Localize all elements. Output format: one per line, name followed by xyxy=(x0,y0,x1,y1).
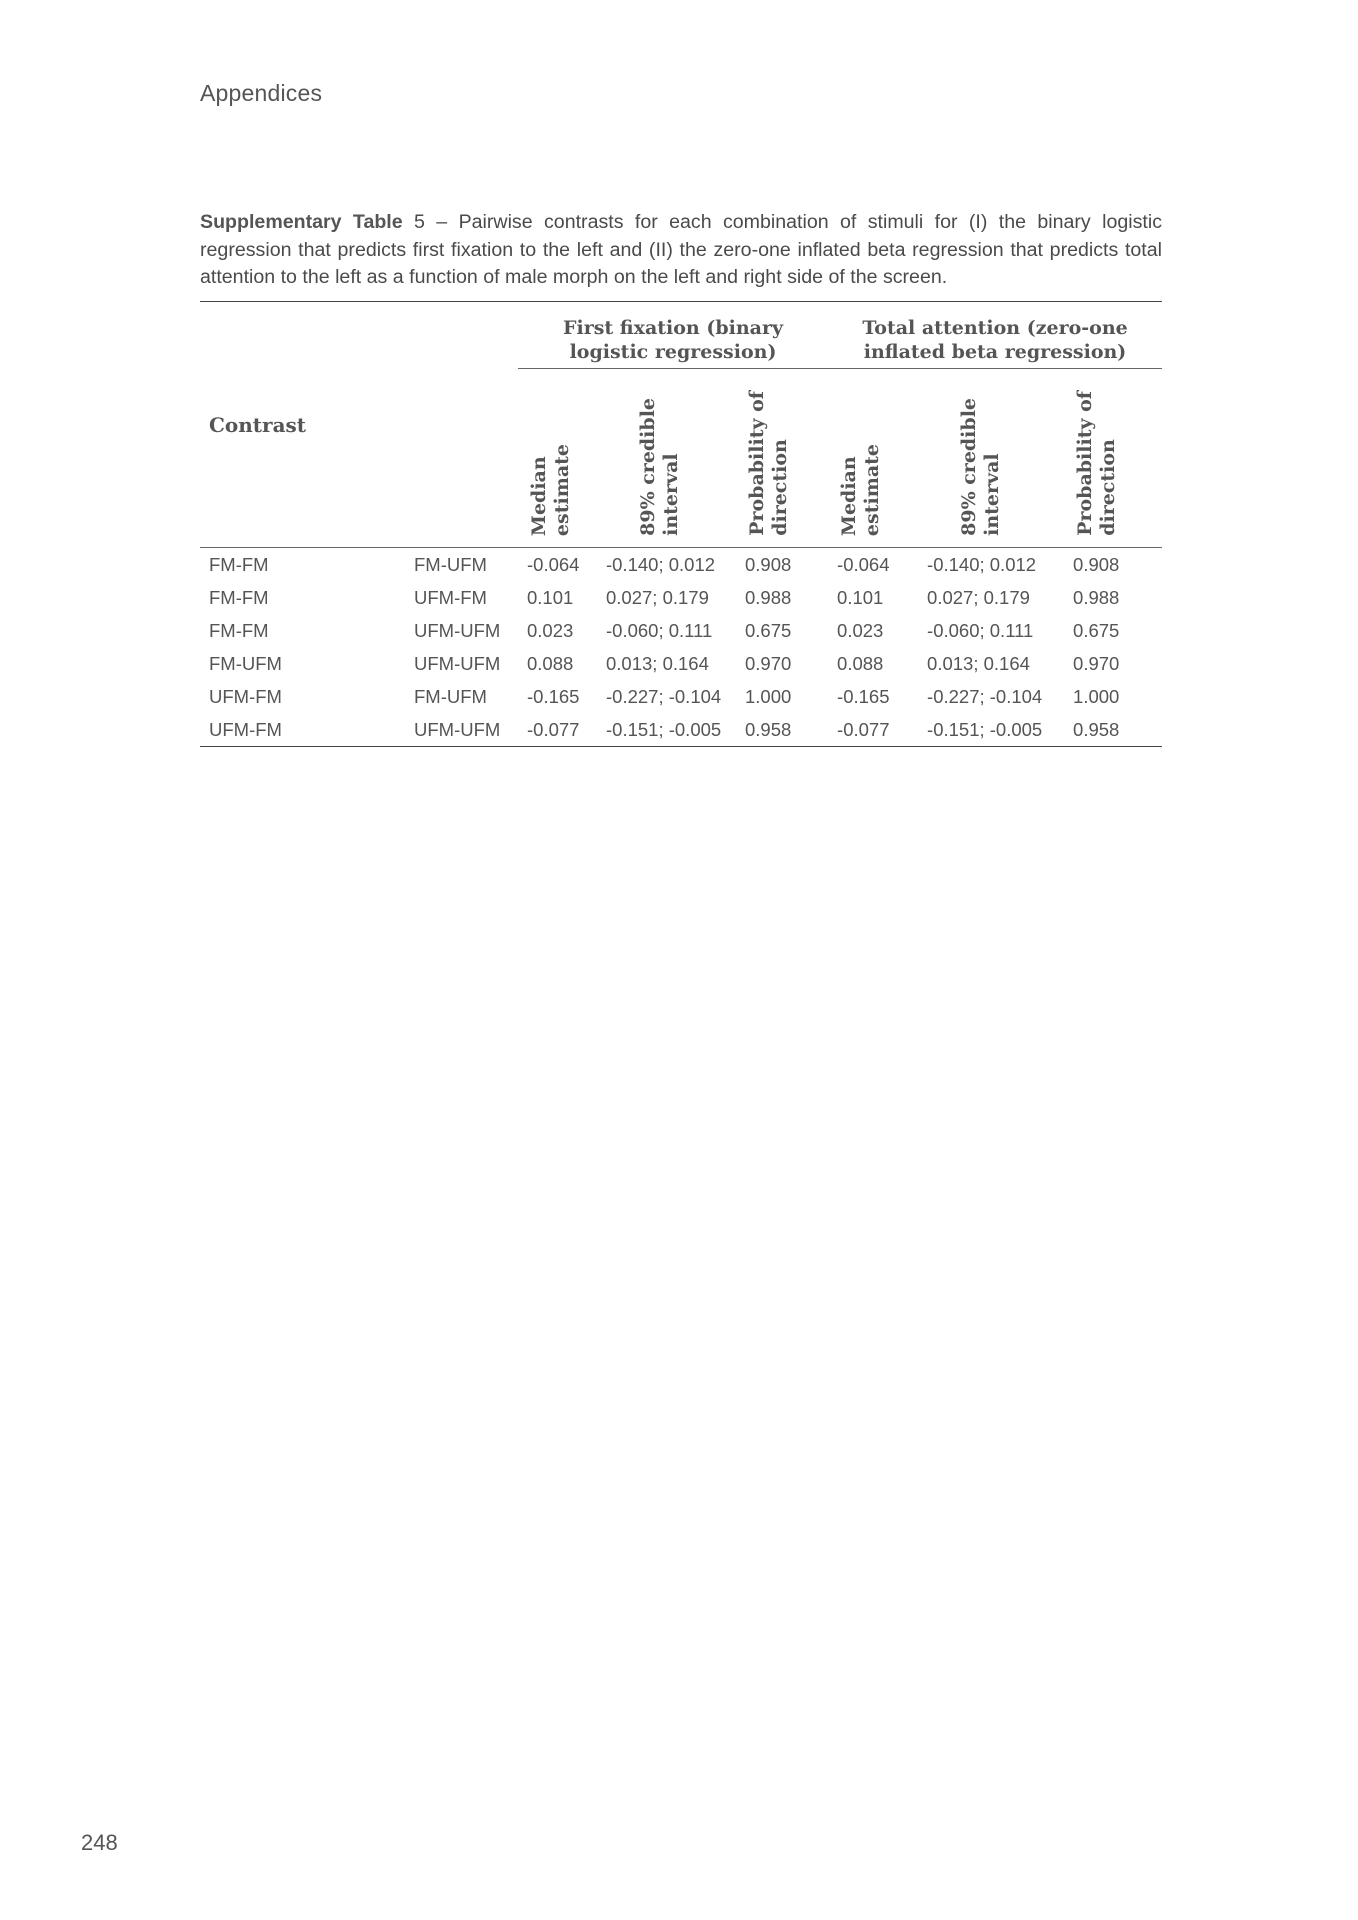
ff-median-cell: 0.088 xyxy=(527,652,574,674)
contrast-left-cell: FM-FM xyxy=(209,586,269,608)
results-table xyxy=(200,301,1162,747)
ta-interval-cell: 0.027; 0.179 xyxy=(927,586,1030,608)
contrast-right-cell: FM-UFM xyxy=(414,553,487,575)
contrast-right-cell: FM-UFM xyxy=(414,685,487,707)
running-head: Appendices xyxy=(200,80,323,106)
ff-interval-cell: -0.140; 0.012 xyxy=(606,553,716,575)
page-number: 248 xyxy=(81,1830,118,1855)
ta-median-cell: -0.077 xyxy=(828,713,918,747)
results-table-container xyxy=(200,301,1162,747)
ta-interval-cell: -0.060; 0.111 xyxy=(927,619,1034,641)
ta-median-cell: 0.088 xyxy=(837,652,884,674)
ff-median-cell: -0.064 xyxy=(527,553,580,575)
contrast-header: Contrast xyxy=(200,302,518,548)
ta-probability-cell: 0.988 xyxy=(1073,586,1120,608)
group-header-first-fixation: First fixation (binary logistic regression) xyxy=(518,302,828,369)
ff-probability-cell: 0.958 xyxy=(736,713,828,747)
subheader-cell xyxy=(918,369,1064,548)
group-header-row xyxy=(200,302,1162,369)
subheader-cell xyxy=(828,369,918,548)
ff-median-cell: 0.023 xyxy=(527,619,574,641)
ff-probability-cell: 0.970 xyxy=(745,652,792,674)
ff-interval-cell: -0.060; 0.111 xyxy=(606,619,713,641)
table-row xyxy=(200,614,1162,647)
ff-probability-cell: 0.988 xyxy=(745,586,792,608)
ta-interval-cell: -0.140; 0.012 xyxy=(927,553,1037,575)
ta-median-cell: -0.064 xyxy=(837,553,890,575)
ta-interval-cell: -0.151; -0.005 xyxy=(918,713,1064,747)
subheader-cell xyxy=(1064,369,1162,548)
contrast-left-cell: FM-FM xyxy=(209,553,269,575)
ta-probability-cell: 0.958 xyxy=(1064,713,1162,747)
table-row xyxy=(200,548,1162,582)
ta-median-cell: -0.165 xyxy=(837,685,890,707)
subheader-cell xyxy=(736,369,828,548)
ff-probability-cell: 1.000 xyxy=(745,685,792,707)
contrast-left-cell: UFM-FM xyxy=(200,713,405,747)
contrast-right-cell: UFM-UFM xyxy=(414,652,501,674)
ff-interval-cell: -0.227; -0.104 xyxy=(606,685,722,707)
ta-probability-cell: 0.970 xyxy=(1073,652,1120,674)
ta-probability-cell: 0.908 xyxy=(1073,553,1120,575)
ff-interval-cell: 0.013; 0.164 xyxy=(606,652,709,674)
contrast-left-cell: FM-UFM xyxy=(209,652,282,674)
subheader-cell xyxy=(597,369,736,548)
ta-median-cell: 0.101 xyxy=(837,586,884,608)
group-header-total-attention: Total attention (zero-one inflated beta regression) xyxy=(828,302,1162,369)
subheader-credible-interval-2: 89% credible interval xyxy=(958,398,1004,536)
table-caption xyxy=(200,209,1162,292)
ff-interval-cell: 0.027; 0.179 xyxy=(606,586,709,608)
ta-probability-cell: 0.675 xyxy=(1073,619,1120,641)
table-row xyxy=(200,680,1162,713)
ff-median-cell: -0.165 xyxy=(527,685,580,707)
ff-interval-cell: -0.151; -0.005 xyxy=(597,713,736,747)
contrast-left-cell: UFM-FM xyxy=(209,685,282,707)
table-row xyxy=(200,581,1162,614)
subheader-cell xyxy=(518,369,597,548)
ff-probability-cell: 0.675 xyxy=(745,619,792,641)
subheader-probability-direction-1: Probability of direction xyxy=(746,391,791,536)
contrast-right-cell: UFM-UFM xyxy=(405,713,518,747)
ta-median-cell: 0.023 xyxy=(837,619,884,641)
contrast-right-cell: UFM-UFM xyxy=(414,619,501,641)
ta-probability-cell: 1.000 xyxy=(1073,685,1120,707)
ff-median-cell: -0.077 xyxy=(518,713,597,747)
ff-median-cell: 0.101 xyxy=(527,586,574,608)
ta-interval-cell: -0.227; -0.104 xyxy=(927,685,1043,707)
subheader-probability-direction-2: Probability of direction xyxy=(1074,391,1120,536)
ff-probability-cell: 0.908 xyxy=(745,553,792,575)
ta-interval-cell: 0.013; 0.164 xyxy=(927,652,1030,674)
contrast-right-cell: UFM-FM xyxy=(414,586,487,608)
subheader-median-estimate-1: Median estimate xyxy=(528,443,573,536)
caption-text: 5 – Pairwise contrasts for each combination of stimuli for (I) the binary logistic regression that predicts first fixation to the left and (II) the zero-one inflated beta regression that predicts total attention to the left as a function of male morph on the left and right side of the screen. xyxy=(200,211,1162,288)
caption-label: Supplementary Table xyxy=(200,211,403,233)
table-row xyxy=(200,713,1162,747)
table-row xyxy=(200,647,1162,680)
contrast-left-cell: FM-FM xyxy=(209,619,269,641)
subheader-median-estimate-2: Median estimate xyxy=(838,443,884,536)
subheader-credible-interval-1: 89% credible interval xyxy=(637,398,682,536)
